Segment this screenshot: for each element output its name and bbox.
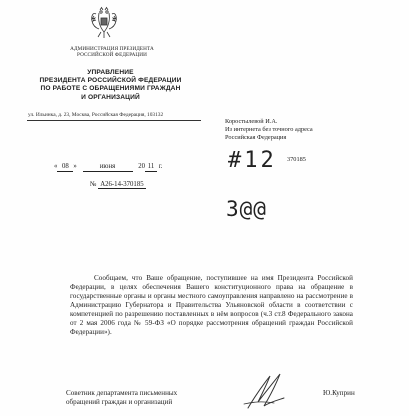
signatory-title-line: Советник департамента письменных bbox=[66, 389, 178, 397]
coat-of-arms-icon bbox=[90, 6, 118, 42]
address-divider bbox=[27, 120, 201, 121]
dept-line: УПРАВЛЕНИЕ bbox=[87, 69, 134, 76]
org-name-line: РОССИЙСКОЙ ФЕДЕРАЦИИ bbox=[77, 52, 147, 58]
reference-number bbox=[90, 180, 146, 189]
ref-number: А26-14-370185 bbox=[100, 181, 144, 188]
date-month: июня bbox=[83, 162, 133, 172]
sender-address: ул. Ильинка, д. 23, Москва, Российская Федерация, 103132 bbox=[28, 112, 164, 118]
recipient-line: Коростылевой И.А. bbox=[225, 118, 278, 125]
dept-line: ПО РАБОТЕ С ОБРАЩЕНИЯМИ ГРАЖДАН bbox=[40, 85, 181, 93]
dept-line: ПРЕЗИДЕНТА РОССИЙСКОЙ ФЕДЕРАЦИИ bbox=[39, 77, 182, 85]
signatory-title-line: обращений граждан и организаций bbox=[66, 397, 173, 406]
handwritten-signature bbox=[240, 368, 290, 412]
department-name bbox=[38, 69, 183, 102]
org-name bbox=[52, 46, 172, 58]
date-year-prefix: 20 bbox=[138, 163, 146, 170]
handwritten-code: 3@@ bbox=[226, 197, 267, 221]
dept-line: И ОРГАНИЗАЦИЙ bbox=[81, 93, 140, 101]
date-year-unit: г. bbox=[158, 163, 163, 170]
date-year-suffix: 11 bbox=[145, 162, 157, 172]
date-quote-open: « bbox=[54, 163, 58, 170]
recipient-block bbox=[225, 118, 375, 142]
signatory-title bbox=[66, 389, 226, 406]
date-quote-close: » bbox=[73, 163, 77, 170]
letter-body: Сообщаем, что Ваше обращение, поступившее на имя Президента Российской Федерации, в целях обеспечения Вашего конституционного права на обращение в государственные органы и органы местного самоуправления направлено на рассмотрение в Администрацию Губернатора и Правительства Ульяновской области в соответствии с компетенцией по разрешению поставленных в нём вопросов (ч.3 ст.8 Федерального закона от 2 мая 2006 года № 59-ФЗ «О порядке рассмотрения обращений граждан Российской Федерации»). bbox=[70, 274, 353, 336]
signatory-name: Ю.Куприн bbox=[323, 389, 355, 397]
recipient-line: Российская Федерация bbox=[225, 134, 287, 141]
date-day: 08 bbox=[57, 162, 73, 172]
recipient-line: Из интернета без точного адреса bbox=[225, 126, 313, 133]
ref-prefix: № bbox=[90, 181, 97, 188]
registration-stamp: #12 bbox=[228, 148, 277, 173]
registration-number: 370185 bbox=[287, 156, 306, 163]
letter-date bbox=[54, 162, 214, 172]
org-name-line: АДМИНИСТРАЦИЯ ПРЕЗИДЕНТА bbox=[70, 46, 154, 52]
